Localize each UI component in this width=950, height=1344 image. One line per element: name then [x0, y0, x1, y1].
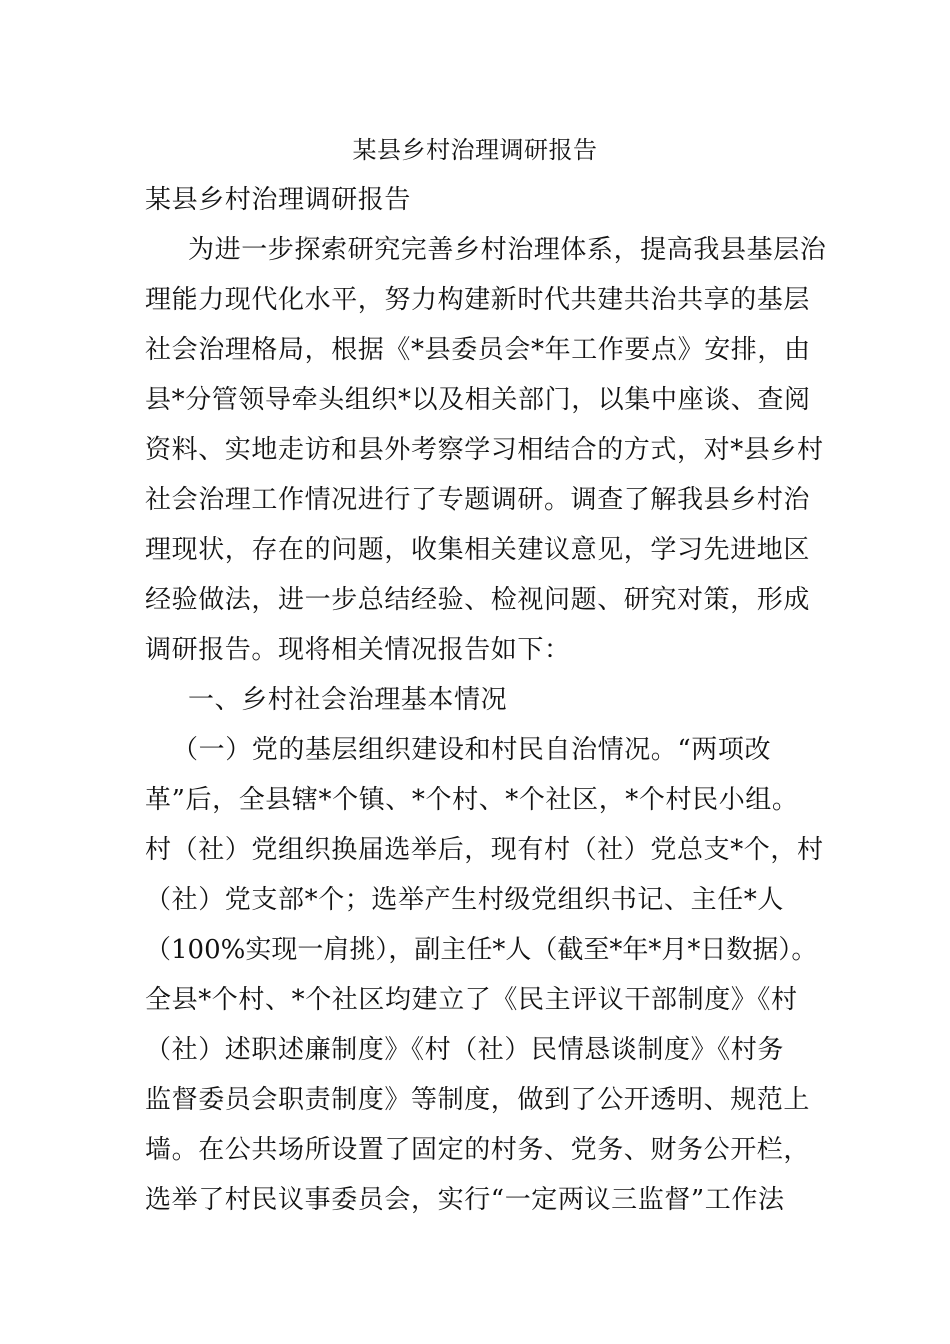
- section-heading: 一、乡村社会治理基本情况: [188, 685, 508, 715]
- paragraph-line: 县*分管领导牵头组织*以及相关部门，以集中座谈、查阅: [145, 385, 811, 415]
- paragraph-line: 经验做法，进一步总结经验、检视问题、研究对策，形成: [145, 585, 811, 615]
- paragraph-line: 社会治理工作情况进行了专题调研。调查了解我县乡村治: [145, 485, 811, 515]
- paragraph-line: 监督委员会职责制度》等制度，做到了公开透明、规范上: [145, 1085, 811, 1115]
- paragraph-line: 调研报告。现将相关情况报告如下：: [145, 635, 571, 665]
- paragraph-line: 资料、实地走访和县外考察学习相结合的方式，对*县乡村: [145, 435, 824, 465]
- document-title: 某县乡村治理调研报告: [352, 136, 598, 164]
- paragraph-line: 理能力现代化水平，努力构建新时代共建共治共享的基层: [145, 285, 811, 315]
- paragraph-line: 墙。在公共场所设置了固定的村务、党务、财务公开栏，: [145, 1135, 811, 1165]
- paragraph-line: 村（社）党组织换届选举后，现有村（社）党总支*个，村: [145, 835, 824, 865]
- paragraph-line: 全县*个村、*个社区均建立了《民主评议干部制度》《村: [145, 985, 798, 1015]
- paragraph-line: 选举了村民议事委员会，实行“一定两议三监督”工作法: [145, 1185, 785, 1215]
- subtitle-line: 某县乡村治理调研报告: [145, 185, 412, 215]
- paragraph-line: 革”后，全县辖*个镇、*个村、*个社区，*个村民小组。: [145, 785, 799, 815]
- paragraph-line: （一）党的基层组织建设和村民自治情况。“两项改: [172, 735, 772, 765]
- paragraph-line: （社）党支部*个；选举产生村级党组织书记、主任*人: [145, 885, 785, 915]
- paragraph-line: 社会治理格局，根据《*县委员会*年工作要点》安排，由: [145, 335, 811, 365]
- paragraph-line: 为进一步探索研究完善乡村治理体系，提高我县基层治: [188, 235, 827, 265]
- paragraph-line: （社）述职述廉制度》《村（社）民情恳谈制度》《村务: [145, 1035, 785, 1065]
- paragraph-line: 理现状，存在的问题，收集相关建议意见，学习先进地区: [145, 535, 811, 565]
- paragraph-line: （100%实现一肩挑），副主任*人（截至*年*月*日数据）。: [145, 935, 818, 965]
